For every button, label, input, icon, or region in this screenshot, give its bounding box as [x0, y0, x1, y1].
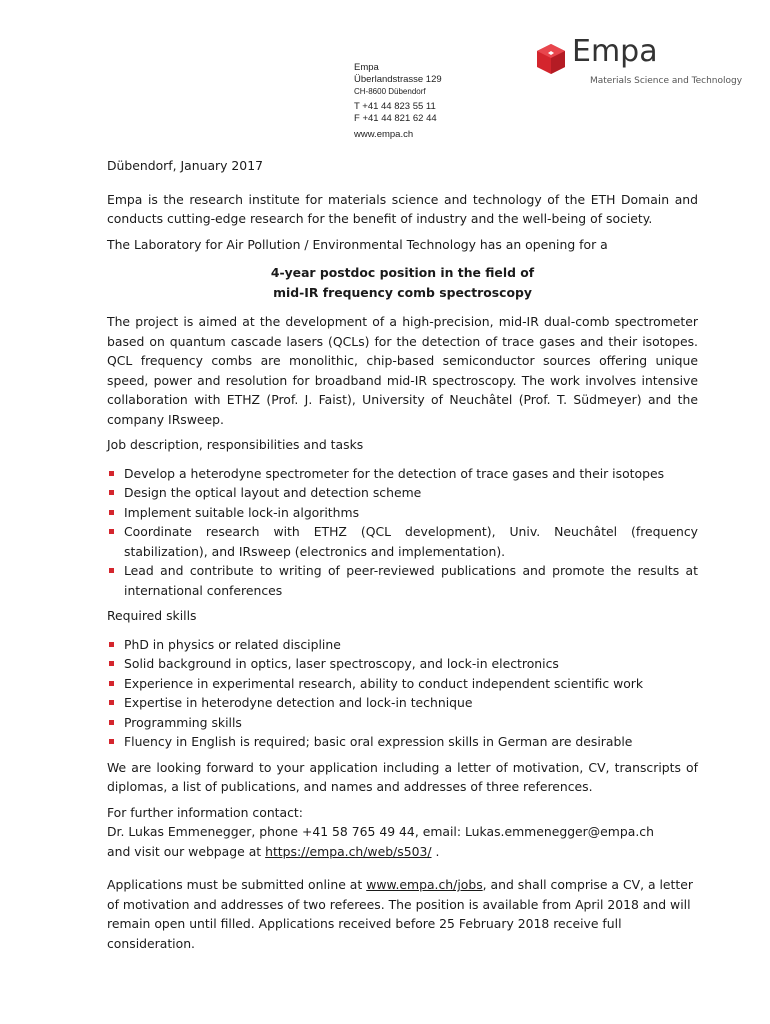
list-item: Lead and contribute to writing of peer-reviewed publications and promote the results at international conferences [107, 561, 698, 600]
webpage-link[interactable]: https://empa.ch/web/s503/ [265, 843, 432, 859]
bullet-icon [109, 471, 114, 476]
project-paragraph: The project is aimed at the development of a high-precision, mid-IR dual-comb spectrometer based on quantum cascade lasers (QCLs) for the detection of trace gases and their isotopes. QCL frequency combs are monolithic, chip-based semiconductor sources offering unique speed, power and resolution for broadband mid-IR spectroscopy. The work involves intensive collaboration with ETHZ (Prof. J. Faist), University of Neuchâtel (Prof. T. Südmeyer) and the company IRsweep. [107, 314, 698, 427]
application-paragraph: Applications must be submitted online at www.empa.ch/jobs, and shall comprise a CV, a letter of motivation and addresses of two referees. The position is available from April 2018 and will remain open until filled. Applications received before 25 February 2018 receive full consideration. [107, 877, 693, 951]
list-item: Design the optical layout and detection scheme [107, 483, 698, 503]
list-item: Develop a heterodyne spectrometer for the detection of trace gases and their isotopes [107, 464, 698, 484]
job-list [107, 464, 698, 601]
bullet-icon [109, 510, 114, 515]
bullet-icon [109, 739, 114, 744]
empa-cube-icon [534, 42, 568, 76]
bullet-icon [109, 529, 114, 534]
visit-line: and visit our webpage at https://empa.ch/web/s503/ . [107, 843, 440, 859]
logo-word: Empa [572, 34, 658, 69]
list-item: Solid background in optics, laser spectroscopy, and lock-in electronics [107, 654, 698, 674]
address-phone: T +41 44 823 55 11 [354, 101, 436, 112]
letter-body [107, 156, 698, 953]
list-item: Implement suitable lock-in algorithms [107, 503, 698, 523]
position-title-line1: 4-year postdoc position in the field of [270, 265, 535, 280]
list-item: PhD in physics or related discipline [107, 635, 698, 655]
address-web: www.empa.ch [354, 129, 414, 140]
bullet-icon [109, 720, 114, 725]
list-item: Coordinate research with ETHZ (QCL development), Univ. Neuchâtel (frequency stabilization), and IRsweep (electronics and implementation). [107, 522, 698, 561]
bullet-icon [109, 681, 114, 686]
bullet-icon [109, 642, 114, 647]
jobs-link[interactable]: www.empa.ch/jobs [366, 877, 483, 892]
looking-forward-paragraph: We are looking forward to your application including a letter of motivation, CV, transcripts of diplomas, a list of publications, and names and addresses of three references. [107, 759, 698, 794]
position-title-line2: mid-IR frequency comb spectroscopy [273, 285, 532, 300]
logo-tagline: Materials Science and Technology [590, 76, 743, 86]
date-line: Dübendorf, January 2017 [107, 158, 263, 173]
address-street: Überlandstrasse 129 [354, 74, 442, 85]
position-title [107, 263, 698, 303]
list-item: Fluency in English is required; basic oral expression skills in German are desirable [107, 732, 698, 752]
address-org: Empa [354, 62, 379, 73]
lab-opening: The Laboratory for Air Pollution / Environmental Technology has an opening for a [107, 236, 608, 252]
list-item: Programming skills [107, 713, 698, 733]
intro-paragraph: Empa is the research institute for materials science and technology of the ETH Domain and conducts cutting-edge research for the benefit of industry and the well-being of society. [107, 191, 698, 226]
job-heading: Job description, responsibilities and tasks [107, 437, 364, 452]
bullet-icon [109, 568, 114, 573]
skills-heading: Required skills [107, 608, 197, 623]
address-block [354, 62, 442, 141]
address-city: CH-8600 Dübendorf [354, 87, 426, 96]
list-item: Expertise in heterodyne detection and lock-in technique [107, 693, 698, 713]
contact-line: Dr. Lukas Emmenegger, phone +41 58 765 49 44, email: Lukas.emmenegger@empa.ch [107, 824, 654, 839]
empa-logo [534, 34, 743, 93]
contact-heading: For further information contact: [107, 804, 303, 820]
bullet-icon [109, 490, 114, 495]
skills-list [107, 635, 698, 752]
address-fax: F +41 44 821 62 44 [354, 113, 437, 124]
bullet-icon [109, 661, 114, 666]
bullet-icon [109, 700, 114, 705]
list-item: Experience in experimental research, ability to conduct independent scientific work [107, 674, 698, 694]
